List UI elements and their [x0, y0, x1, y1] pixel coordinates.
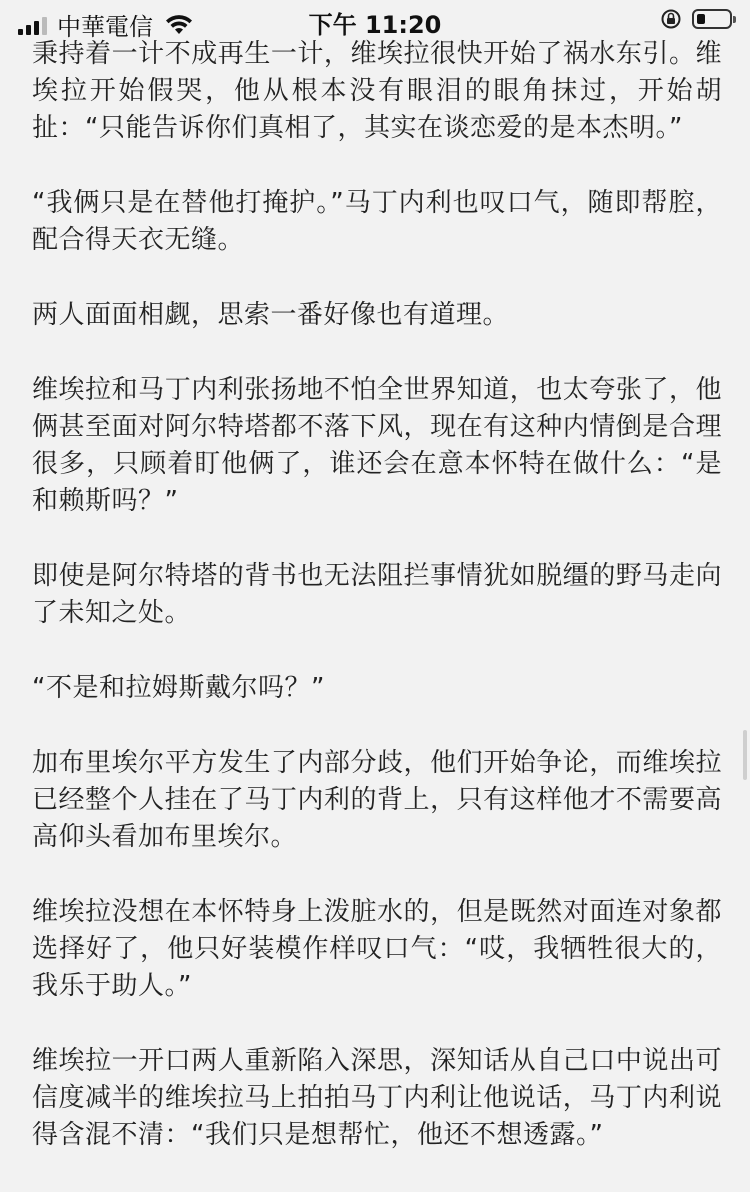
paragraph: 维埃拉没想在本怀特身上泼脏水的，但是既然对面连对象都选择好了，他只好装模作样叹口气：“哎，我牺牲很大的，我乐于助人。”	[32, 897, 722, 1001]
paragraph: 维埃拉和马丁内利张扬地不怕全世界知道，也太夸张了，他俩甚至面对阿尔特塔都不落下风，现在有这种内情倒是合理很多，只顾着盯他俩了，谁还会在意本怀特在做什么：“是和赖斯吗？”	[32, 375, 722, 516]
paragraph: 即使是阿尔特塔的背书也无法阻拦事情犹如脱缰的野马走向了未知之处。	[32, 561, 722, 628]
battery-icon	[692, 9, 732, 29]
status-bar	[0, 0, 750, 40]
article-body	[32, 36, 722, 1192]
paragraph: 加布里埃尔平方发生了内部分歧，他们开始争论，而维埃拉已经整个人挂在了马丁内利的背上，只有这样他才不需要高高仰头看加布里埃尔。	[32, 748, 722, 852]
status-time: 下午 11:20	[308, 11, 442, 39]
paragraph: “我俩只是在替他打掩护。”马丁内利也叹口气，随即帮腔，配合得天衣无缝。	[32, 188, 722, 255]
paragraph: 秉持着一计不成再生一计，维埃拉很快开始了祸水东引。维埃拉开始假哭，他从根本没有眼泪的眼角抹过，开始胡扯：“只能告诉你们真相了，其实在谈恋爱的是本杰明。”	[32, 39, 722, 143]
paragraph: “不是和拉姆斯戴尔吗？”	[32, 673, 325, 703]
carrier-name: 中華電信	[57, 13, 153, 41]
paragraph: 两人面面相觑，思索一番好像也有道理。	[32, 300, 510, 330]
paragraph: 维埃拉一开口两人重新陷入深思，深知话从自己口中说出可信度减半的维埃拉马上拍拍马丁内利让他说话，马丁内利说得含混不清：“我们只是想帮忙，他还不想透露。”	[32, 1046, 722, 1150]
scrollbar[interactable]	[743, 730, 747, 780]
status-right	[660, 8, 732, 30]
rotation-lock-icon	[660, 8, 682, 30]
